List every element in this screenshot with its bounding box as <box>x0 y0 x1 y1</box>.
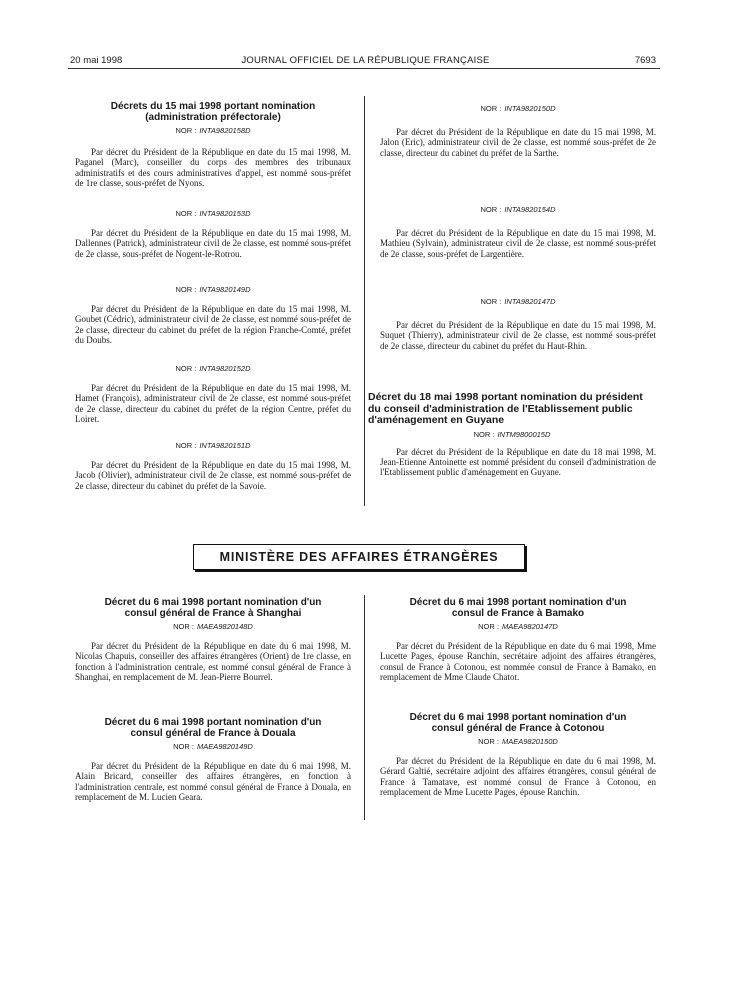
section-title-prefectorale: Décrets du 15 mai 1998 portant nomination (administration préfectorale) <box>110 101 316 123</box>
column-divider-top <box>364 96 365 506</box>
decree-paragraph: Par décret du Président de la République en date du 15 mai 1998, M. Hamet (François), administrateur civil de 2e classe, est nommé sous-préfet de 2e classe, directeur du cabinet du préfet de la région Centre, préfet du Loiret. <box>75 383 351 425</box>
decree-block <box>75 206 351 259</box>
nor-line: NOR : INTA9820147D <box>480 297 556 306</box>
nor-line: NOR : INTA9820151D <box>175 441 251 450</box>
section-title-shanghai: Décret du 6 mai 1998 portant nomination d'un consul général de France à Shanghai <box>104 597 322 619</box>
ministry-heading-box <box>193 544 525 570</box>
decree-paragraph: Par décret du Président de la République en date du 6 mai 1998, M. Nicolas Chapuis, conseiller des affaires étrangères (Orient) de 1re classe, en fonction à l'administration centrale, est nommé consul général de France à Shanghai, en remplacement de M. Jean-Pierre Bourrel. <box>75 641 351 683</box>
guyane-decree <box>368 392 656 478</box>
nor-line: NOR : INTA9820149D <box>175 285 251 294</box>
decree-block <box>75 438 351 491</box>
decree-paragraph: Par décret du Président de la République en date du 15 mai 1998, M. Mathieu (Sylvain), administrateur civil de 2e classe, est nommé sous-préfet de 2e classe, sous-préfet de Largentière. <box>380 228 656 259</box>
decree-paragraph: Par décret du Président de la République en date du 6 mai 1998, Mme Lucette Pages, épouse Ranchin, secrétaire adjoint des affaires étrangères, consul de France à Cotonou, est nommée consul de France à Bamako, en remplacement de Mme Claude Chatot. <box>380 641 656 683</box>
nor-line: NOR : MAEA9820147D <box>478 622 558 631</box>
nor-line: NOR : INTA9820158D <box>175 126 251 135</box>
decree-paragraph: Par décret du Président de la République en date du 15 mai 1998, M. Dallennes (Patrick), administrateur civil de 2e classe, est nommé sous-préfet de 2e classe, sous-préfet de Nogent-le-Rotrou. <box>75 228 351 259</box>
nor-line: NOR : MAEA9820149D <box>173 742 253 751</box>
decree-block <box>380 294 656 351</box>
decree-paragraph: Par décret du Président de la République en date du 15 mai 1998, M. Jacob (Olivier), administrateur civil de 2e classe, est nommé sous-préfet de 2e classe, directeur du cabinet du préfet de la Savoie. <box>75 460 351 491</box>
section-title-guyane: Décret du 18 mai 1998 portant nomination du président du conseil d'administration de l'Etablissement public d'aménagement en Guyane <box>368 391 643 426</box>
nor-line: NOR : INTA9820154D <box>480 205 556 214</box>
nor-line: NOR : INTM9800015D <box>473 429 551 439</box>
decree-paragraph: Par décret du Président de la République en date du 15 mai 1998, M. Paganel (Marc), conseiller du corps des membres des tribunaux administratifs et des cours administratives d'appel, est nommé sous-préfet de 1re classe, sous-préfet de Nyons. <box>75 147 351 189</box>
prefectorale-column <box>75 101 351 189</box>
section-title-douala: Décret du 6 mai 1998 portant nomination d'un consul général de France à Douala <box>104 717 322 739</box>
nor-line: NOR : MAEA9820150D <box>478 737 558 746</box>
shanghai-decree <box>75 597 351 683</box>
ministry-heading: MINISTÈRE DES AFFAIRES ÉTRANGÈRES <box>219 550 499 564</box>
decree-paragraph: Par décret du Président de la République en date du 15 mai 1998, M. Goubet (Cédric), administrateur civil de 2e classe, est nommé sous-préfet de 2e classe, directeur du cabinet du préfet de la région Franche-Comté, préfet du Doubs. <box>75 304 351 346</box>
decree-paragraph: Par décret du Président de la République en date du 15 mai 1998, M. Suquet (Thierry), administrateur civil de 2e classe, est nommé sous-préfet de 2e classe, directeur du cabinet du préfet du Haut-Rhin. <box>380 320 656 351</box>
nor-line: NOR : INTA9820153D <box>175 209 251 218</box>
douala-decree <box>75 717 351 803</box>
nor-line: NOR : INTA9820152D <box>175 364 251 373</box>
section-title-cotonou: Décret du 6 mai 1998 portant nomination d'un consul général de France à Cotonou <box>409 712 627 734</box>
column-divider-bottom <box>364 595 365 820</box>
decree-block <box>75 282 351 346</box>
page-number: 7693 <box>634 55 656 66</box>
page-date: 20 mai 1998 <box>70 55 123 66</box>
header-rule <box>68 68 660 69</box>
decree-block <box>380 202 656 259</box>
nor-line: NOR : MAEA9820148D <box>173 622 253 631</box>
nor-line: NOR : INTA9820150D <box>480 104 556 113</box>
decree-paragraph: Par décret du Président de la République en date du 15 mai 1998, M. Jalon (Eric), administrateur civil de 2e classe, est nommé sous-préfet de 2e classe, directeur du cabinet du préfet de la Sarthe. <box>380 127 656 158</box>
decree-paragraph: Par décret du Président de la République en date du 18 mai 1998, M. Jean-Etienne Antoinette est nommé président du conseil d'administration de l'Etablissement public d'aménagement en Guyane. <box>380 446 656 478</box>
decree-paragraph: Par décret du Président de la République en date du 6 mai 1998, M. Alain Bricard, conseiller des affaires étrangères, en fonction à l'administration centrale, est nommé consul général de France à Douala, en remplacement de M. Lucien Geara. <box>75 761 351 803</box>
decree-paragraph: Par décret du Président de la République en date du 6 mai 1998, M. Gérard Galtié, secrétaire adjoint des affaires étrangères, consul général de France à Tamatave, est nommé consul de France à Cotonou, en remplacement de Mme Lucette Pages, épouse Ranchin. <box>380 756 656 798</box>
cotonou-decree <box>380 712 656 798</box>
decree-block <box>75 361 351 425</box>
section-title-bamako: Décret du 6 mai 1998 portant nomination d'un consul de France à Bamako <box>409 597 627 619</box>
journal-title: JOURNAL OFFICIEL DE LA RÉPUBLIQUE FRANÇAISE <box>241 55 490 66</box>
decree-block <box>380 101 656 158</box>
bamako-decree <box>380 597 656 683</box>
